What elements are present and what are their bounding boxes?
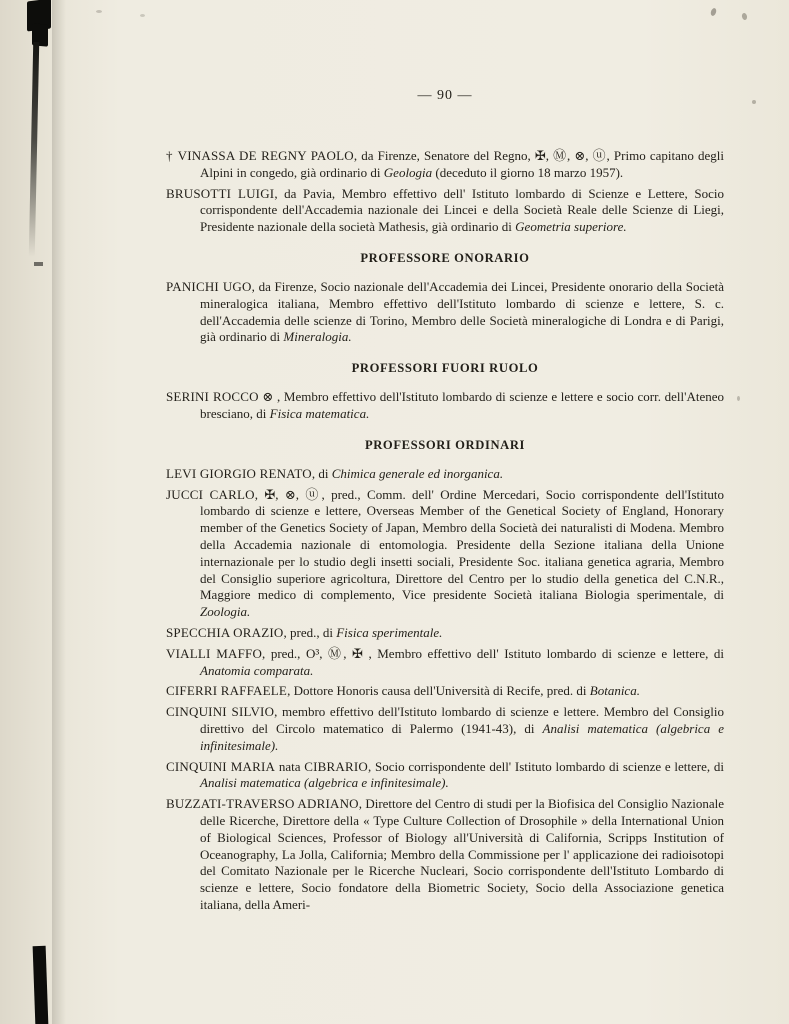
directory-entry [166,796,724,914]
directory-entry [166,646,724,680]
directory-entry [166,487,724,621]
directory-entry [166,704,724,754]
person-name: JUCCI CARLO [166,486,255,502]
entry-text-segment: Fisica matematica. [269,405,370,421]
directory-entry [166,466,724,483]
scan-speck [741,12,748,20]
entry-text-segment: , membro effettivo dell'Istituto lombardo di scienze e lettere. Membro del Consiglio direttivo del Circolo matematico di Palermo (1941-43), di [200,704,724,736]
person-name: PANICHI UGO [166,278,252,294]
directory-entry [166,759,724,793]
scan-artifact [34,262,43,266]
entry-text-segment: Geometria superiore. [515,219,627,235]
person-name: SERINI ROCCO [166,389,259,405]
directory-entry [166,389,724,423]
binding-shadow [52,0,66,1024]
entry-text-segment: , da Firenze, Socio nazionale dell'Accademia dei Lincei, Presidente onorario della Società mineralogica italiana, Membro effettivo dell'Istituto lombardo di scienze e lettere, S. c. dell'Accademia delle scienze di Torino, Membro delle Società mineralogiche di Londra e di Parigi, già ordinario di [200,278,724,345]
scan-speck [752,100,756,104]
entry-text-segment: Analisi matematica (algebrica e infinitesimale). [200,775,449,791]
directory-entry [166,186,724,236]
person-name: † VINASSA DE REGNY PAOLO [166,148,354,163]
entry-text-segment: , da Pavia, Membro effettivo dell' Istituto lombardo di Scienze e Lettere, Socio corrispondente dell'Accademia nazionale dei Lincei e della Società Reale delle Scienze di Liegi, Presidente nazionale della società Mathesis, già ordinario di [200,185,724,235]
entry-text-segment: Chimica generale ed inorganica. [331,465,504,481]
person-name: BRUSOTTI LUIGI [166,185,275,201]
section-heading: PROFESSORI FUORI RUOLO [351,361,539,376]
person-name: CIFERRI RAFFAELE [166,683,288,699]
person-name: SPECCHIA ORAZIO [166,624,284,640]
entry-text-segment: Botanica. [589,683,640,699]
directory-entry [166,625,724,642]
scan-speck [140,14,145,17]
section-heading: PROFESSORI ORDINARI [364,437,526,452]
directory-entry [166,279,724,346]
entry-text-segment: , Direttore del Centro di studi per la Biofisica del Consiglio Nazionale delle Ricerche, Direttore della « Type Culture Collection of Drosophile » della International Union of Biological Sciences, Professor of Biology all'Università di California, Scripps Institution of Oceanography, La Jolla, California; Membro della Commissione per l' applicazione dei radioisotopi del Comitato Nazionale per le Ricerche Nucleari, Socio corrispondente dell'Istituto Lombardo di scienze e lettere, Socio fondatore della Biometric Society, Socio della Associazione genetica italiana, della Ameri- [200,796,724,912]
scan-artifact [33,946,49,1024]
entry-text-segment: (deceduto il giorno 18 marzo 1957). [432,164,624,180]
scan-artifact [29,42,40,257]
entry-text-segment: , pred., di [283,624,337,640]
entry-text-segment: Fisica sperimentale. [336,624,443,640]
entry-text-segment: Analisi matematica (algebrica e infinitesimale). [200,720,724,753]
person-name: CIBRARIO [304,758,368,774]
entry-text-segment: , pred., O³, Ⓜ, ✠ , Membro effettivo dell' Istituto lombardo di scienze e lettere, di [262,645,725,661]
entry-text-segment: Mineralogia. [283,329,352,345]
entry-text-segment: Anatomia comparata. [200,662,314,678]
person-name: LEVI GIORGIO RENATO [166,465,312,481]
entry-text-segment: , da Firenze, Senatore del Regno, ✠, Ⓜ, ⊗, ⓤ, Primo capitano degli Alpini in congedo, già ordinario di [200,148,724,180]
entry-text-segment: , ✠, ⊗, ⓤ, pred., Comm. dell' Ordine Mercedari, Socio corrispondente dell'Istituto lombardo di scienze e lettere, Overseas Member of the Genetical Society of England, Honorary member of the Genetics Society of Japan, Membro della Società dei naturalisti di Modena. Membro della Accademia nazionale di entomologia. Presidente della Sezione italiana della Unione internazionale per lo studio degli insetti sociali, Presidente Soc. italiana genetica agraria, Membro del Consiglio superiore agricoltura, Direttore del Centro per lo studio della genetica del C.N.R., Maggiore medico di complemento, Vice presidente Società italiana Biologia sperimentale, di [200,486,724,603]
person-name: BUZZATI-TRAVERSO ADRIANO [166,796,359,812]
scan-speck [96,10,102,13]
entry-text-segment: ⊗ , Membro effettivo dell'Istituto lombardo di scienze e lettere e socio corr. dell'Ateneo bresciano, di [200,389,724,421]
scan-speck [737,396,740,401]
entry-text-segment: , Socio corrispondente dell' Istituto lombardo di scienze e lettere, di [367,758,724,774]
section-heading: PROFESSORE ONORARIO [360,250,530,265]
entry-text-segment: nata [275,758,305,774]
entry-text-segment: , di [311,465,332,481]
text-block [166,88,724,918]
directory-entry [166,683,724,700]
page-number: — 90 — [417,88,473,103]
person-name: CINQUINI SILVIO [166,704,275,720]
person-name: CINQUINI MARIA [166,758,276,774]
entry-text-segment: Geologia [383,164,433,180]
entry-text-segment: Zoologia. [200,604,251,620]
entry-text-segment: , Dottore Honoris causa dell'Università di Recife, pred. di [287,683,590,699]
scan-speck [710,7,717,16]
directory-entry [166,148,724,182]
person-name: VIALLI MAFFO [166,645,263,661]
